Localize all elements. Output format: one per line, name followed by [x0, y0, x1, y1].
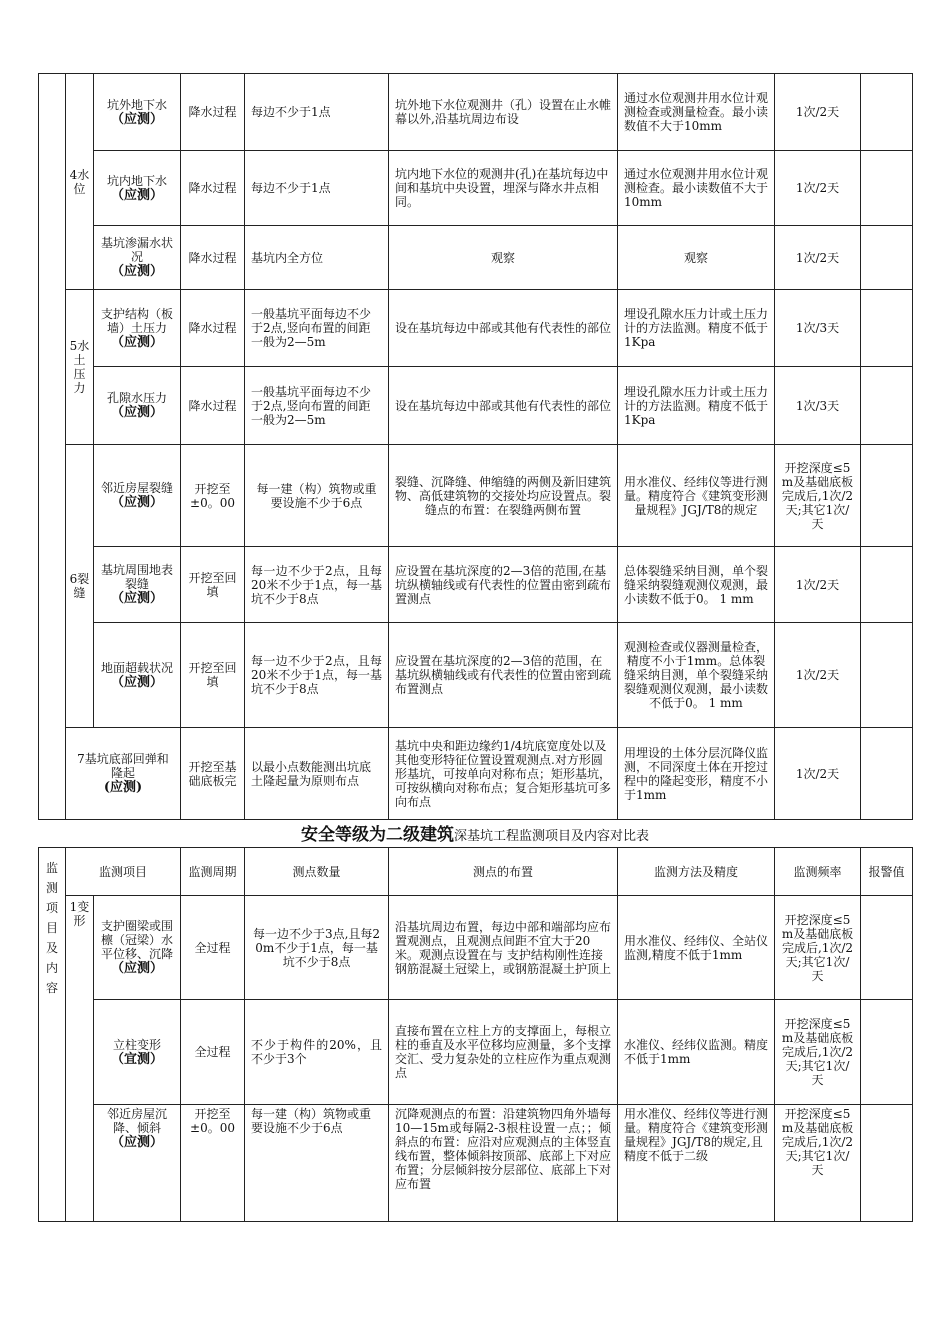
count-cell: 每一建（构）筑物或重要设施不少于6点 — [245, 1105, 389, 1222]
method-cell: 用水准仪、经纬仪等进行测量。精度符合《建筑变形测量规程》JGJ/T8的规定 — [618, 445, 775, 547]
count-cell: 不少于构件的20%，且不少于3个 — [245, 1000, 389, 1105]
lower-monitoring-table — [38, 847, 913, 1222]
alarm-cell — [861, 896, 913, 1000]
requirement-tag: （应测） — [110, 405, 163, 420]
requirement-tag: (应测) — [103, 780, 143, 795]
table-row — [39, 226, 913, 290]
count-cell: 每一边不少于2点，且每20米不少于1点，每一基坑不少于8点 — [245, 547, 389, 623]
period-cell: 降水过程 — [181, 74, 245, 151]
table-row — [39, 547, 913, 623]
requirement-tag: （宜测） — [111, 1051, 164, 1067]
header-period: 监测周期 — [181, 848, 245, 896]
item-cell — [94, 1105, 181, 1222]
alarm-cell — [861, 1105, 913, 1222]
item-cell — [94, 445, 181, 547]
header-alarm: 报警值 — [861, 848, 913, 896]
layout-cell: 应设置在基坑深度的2—3倍的范围,在基坑纵横轴线或有代表性的位置由密到疏布置测点 — [389, 547, 618, 623]
alarm-cell — [861, 226, 913, 290]
alarm-cell — [861, 623, 913, 728]
item-name: 坑内地下水 — [106, 173, 167, 188]
header-frequency: 监测频率 — [775, 848, 861, 896]
layout-cell: 应设置在基坑深度的2—3倍的范围，在基坑纵横轴线或有代表性的位置由密到疏布置测点 — [389, 623, 618, 728]
item-cell — [94, 547, 181, 623]
method-cell: 埋设孔隙水压力计或土压力计的方法监测。精度不低于1Kpa — [618, 367, 775, 445]
layout-cell: 裂缝、沉降缝、伸缩缝的两侧及新旧建筑物、高低建筑物的交接处均应设置点。裂缝点的布置：在裂缝两侧布置 — [389, 445, 618, 547]
item-cell — [66, 728, 181, 820]
group-label: 5水土压力 — [66, 290, 94, 445]
alarm-cell — [861, 1000, 913, 1105]
item-name: 邻近房屋沉降、倾斜 — [107, 1107, 168, 1135]
count-cell: 基坑内全方位 — [245, 226, 389, 290]
table-row — [39, 74, 913, 151]
count-cell: 每一边不少于3点,且每20m不少于1点，每一基坑不少于8点 — [245, 896, 389, 1000]
layout-cell: 基坑中央和距边缘约1/4坑底宽度处以及其他变形特征位置设置观测点.对方形圆形基坑，可按单向对称布点；矩形基坑，可按纵横向对称布点；复合矩形基坑可多向布点 — [389, 728, 618, 820]
item-cell — [94, 290, 181, 367]
frequency-cell: 1次/2天 — [775, 226, 861, 290]
period-cell: 开挖至±0。00 — [181, 1105, 245, 1222]
method-cell: 用水准仪、经纬仪等进行测量。精度符合《建筑变形测量规程》JGJ/T8的规定,且精度不低于二级 — [618, 1105, 775, 1222]
table-row — [39, 290, 913, 367]
period-cell: 全过程 — [181, 896, 245, 1000]
group-label: 6裂缝 — [66, 445, 94, 728]
table-row — [39, 1105, 913, 1222]
item-name: 地面超载状况 — [100, 660, 173, 675]
header-row — [39, 848, 913, 896]
item-name: 孔隙水压力 — [106, 391, 167, 405]
frequency-cell: 1次/2天 — [775, 74, 861, 151]
frequency-cell: 开挖深度≤5m及基础底板完成后,1次/2天;其它1次/天 — [775, 1000, 861, 1105]
alarm-cell — [861, 728, 913, 820]
method-cell: 用水准仪、经纬仪、全站仪监测,精度不低于1mm — [618, 896, 775, 1000]
requirement-tag: （应测） — [111, 1135, 164, 1150]
item-name: 基坑周围地表裂缝 — [100, 563, 173, 591]
group-label: 4水位 — [66, 74, 94, 290]
count-cell: 一般基坑平面每边不少于2点,竖向布置的间距一般为2—5m — [245, 290, 389, 367]
method-cell: 观察 — [618, 226, 775, 290]
count-cell: 一般基坑平面每边不少于2点,竖向布置的间距一般为2—5m — [245, 367, 389, 445]
layout-cell: 直接布置在立柱上方的支撑面上，每根立柱的垂直及水平位移均应测量，多个支撑交汇、受力复杂处的立柱应作为重点观测点 — [389, 1000, 618, 1105]
table-title — [0, 820, 950, 845]
count-cell: 每边不少于1点 — [245, 151, 389, 226]
upper-monitoring-table — [38, 73, 913, 820]
item-cell — [94, 1000, 181, 1105]
table-row — [39, 623, 913, 728]
layout-cell: 坑内地下水位的观测井(孔)在基坑每边中间和基坑中央设置，埋深与降水井点相同。 — [389, 151, 618, 226]
method-cell: 通过水位观测井用水位计观测检查或测量检查。最小读数值不大于10mm — [618, 74, 775, 151]
requirement-tag: （应测） — [110, 334, 163, 350]
count-cell: 以最小点数能测出坑底土隆起量为原则布点 — [245, 728, 389, 820]
frequency-cell: 1次/2天 — [775, 151, 861, 226]
table-row — [39, 896, 913, 1000]
header-method: 监测方法及精度 — [618, 848, 775, 896]
alarm-cell — [861, 445, 913, 547]
period-cell: 降水过程 — [181, 290, 245, 367]
item-name: 基坑渗漏水状况 — [100, 236, 173, 264]
alarm-cell — [861, 290, 913, 367]
method-cell: 观测检查或仪器测量检查，精度不小于1mm。总体裂缝采纳目测，单个裂缝采纳裂缝观测仪观测，最小读数不低于0。 1 mm — [618, 623, 775, 728]
period-cell: 开挖至±0。00 — [181, 445, 245, 547]
requirement-tag: （应测） — [110, 264, 163, 279]
header-layout: 测点的布置 — [389, 848, 618, 896]
header-item: 监测项目 — [66, 848, 181, 896]
alarm-cell — [861, 151, 913, 226]
table-row — [39, 445, 913, 547]
table-row — [39, 151, 913, 226]
requirement-tag: （应测） — [111, 961, 164, 976]
layout-cell: 设在基坑每边中部或其他有代表性的部位 — [389, 290, 618, 367]
period-cell: 降水过程 — [181, 226, 245, 290]
item-cell — [94, 151, 181, 226]
period-cell: 降水过程 — [181, 367, 245, 445]
blank-side-column — [39, 74, 66, 820]
frequency-cell: 开挖深度≤5m及基础底板完成后,1次/2天;其它1次/天 — [775, 445, 861, 547]
period-cell: 开挖至回填 — [181, 547, 245, 623]
layout-cell: 坑外地下水位观测井（孔）设置在止水帷幕以外,沿基坑周边布设 — [389, 74, 618, 151]
frequency-cell: 开挖深度≤5m及基础底板完成后,1次/2天;其它1次/天 — [775, 1105, 861, 1222]
alarm-cell — [861, 74, 913, 151]
title-sub: 深基坑工程监测项目及内容对比表 — [453, 829, 649, 844]
table-row — [39, 367, 913, 445]
period-cell: 开挖至基础底板完 — [181, 728, 245, 820]
method-cell: 埋设孔隙水压力计或土压力计的方法监测。精度不低于1Kpa — [618, 290, 775, 367]
item-name: 坑外地下水 — [106, 97, 167, 112]
item-cell — [94, 896, 181, 1000]
alarm-cell — [861, 547, 913, 623]
method-cell: 通过水位观测井用水位计观测检查。最小读数值不大于10mm — [618, 151, 775, 226]
item-cell — [94, 623, 181, 728]
item-cell — [94, 226, 181, 290]
header-count: 测点数量 — [245, 848, 389, 896]
title-main: 安全等级为二级建筑 — [300, 825, 454, 845]
period-cell: 全过程 — [181, 1000, 245, 1105]
requirement-tag: （应测） — [110, 591, 163, 606]
item-name: 支护圈梁或围檩（冠梁）水平位移、沉降 — [101, 919, 174, 961]
count-cell: 每边不少于1点 — [245, 74, 389, 151]
table-row — [39, 728, 913, 820]
item-cell — [94, 367, 181, 445]
layout-cell: 沿基坑周边布置，每边中部和端部均应布置观测点，且观测点间距不宜大于20米。观测点设置在与 支护结构刚性连接钢筋混凝土冠梁上，或钢筋混凝土护顶上 — [389, 896, 618, 1000]
layout-cell: 沉降观测点的布置：沿建筑物四角外墙每10—15m或每隔2-3根柱设置一点；；倾斜点的布置：应沿对应观测点的主体竖直线布置，整体倾斜按顶部、底部上下对应布置；分层倾斜按分层部位、底部上下对应布置 — [389, 1105, 618, 1222]
group-label: 1变形 — [66, 896, 94, 1222]
period-cell: 开挖至回填 — [181, 623, 245, 728]
method-cell: 水准仪、经纬仪监测。精度不低于1mm — [618, 1000, 775, 1105]
frequency-cell: 1次/2天 — [775, 623, 861, 728]
layout-cell: 观察 — [389, 226, 618, 290]
frequency-cell: 1次/3天 — [775, 290, 861, 367]
method-cell: 用埋设的土体分层沉降仪监测，不同深度土体在开挖过程中的隆起变形，精度不小于1mm — [618, 728, 775, 820]
header-category: 监测项目及内容 — [39, 848, 66, 1222]
item-name: 邻近房屋裂缝 — [100, 481, 173, 495]
count-cell: 每一建（构）筑物或重要设施不少于6点 — [245, 445, 389, 547]
frequency-cell: 1次/2天 — [775, 547, 861, 623]
requirement-tag: （应测） — [110, 495, 163, 510]
frequency-cell: 开挖深度≤5m及基础底板完成后,1次/2天;其它1次/天 — [775, 896, 861, 1000]
alarm-cell — [861, 367, 913, 445]
requirement-tag: （应测） — [110, 674, 163, 690]
method-cell: 总体裂缝采纳目测，单个裂缝采纳裂缝观测仪观测，最小读数不低于0。 1 mm — [618, 547, 775, 623]
frequency-cell: 1次/3天 — [775, 367, 861, 445]
table-row — [39, 1000, 913, 1105]
frequency-cell: 1次/2天 — [775, 728, 861, 820]
item-name: 立柱变形 — [113, 1037, 162, 1052]
period-cell: 降水过程 — [181, 151, 245, 226]
item-name: 7基坑底部回弹和隆起 — [77, 752, 169, 780]
item-name: 支护结构（板墙）土压力 — [100, 306, 173, 335]
requirement-tag: （应测） — [110, 187, 163, 203]
count-cell: 每一边不少于2点，且每20米不少于1点，每一基坑不少于8点 — [245, 623, 389, 728]
requirement-tag: （应测） — [110, 111, 163, 127]
item-cell — [94, 74, 181, 151]
layout-cell: 设在基坑每边中部或其他有代表性的部位 — [389, 367, 618, 445]
